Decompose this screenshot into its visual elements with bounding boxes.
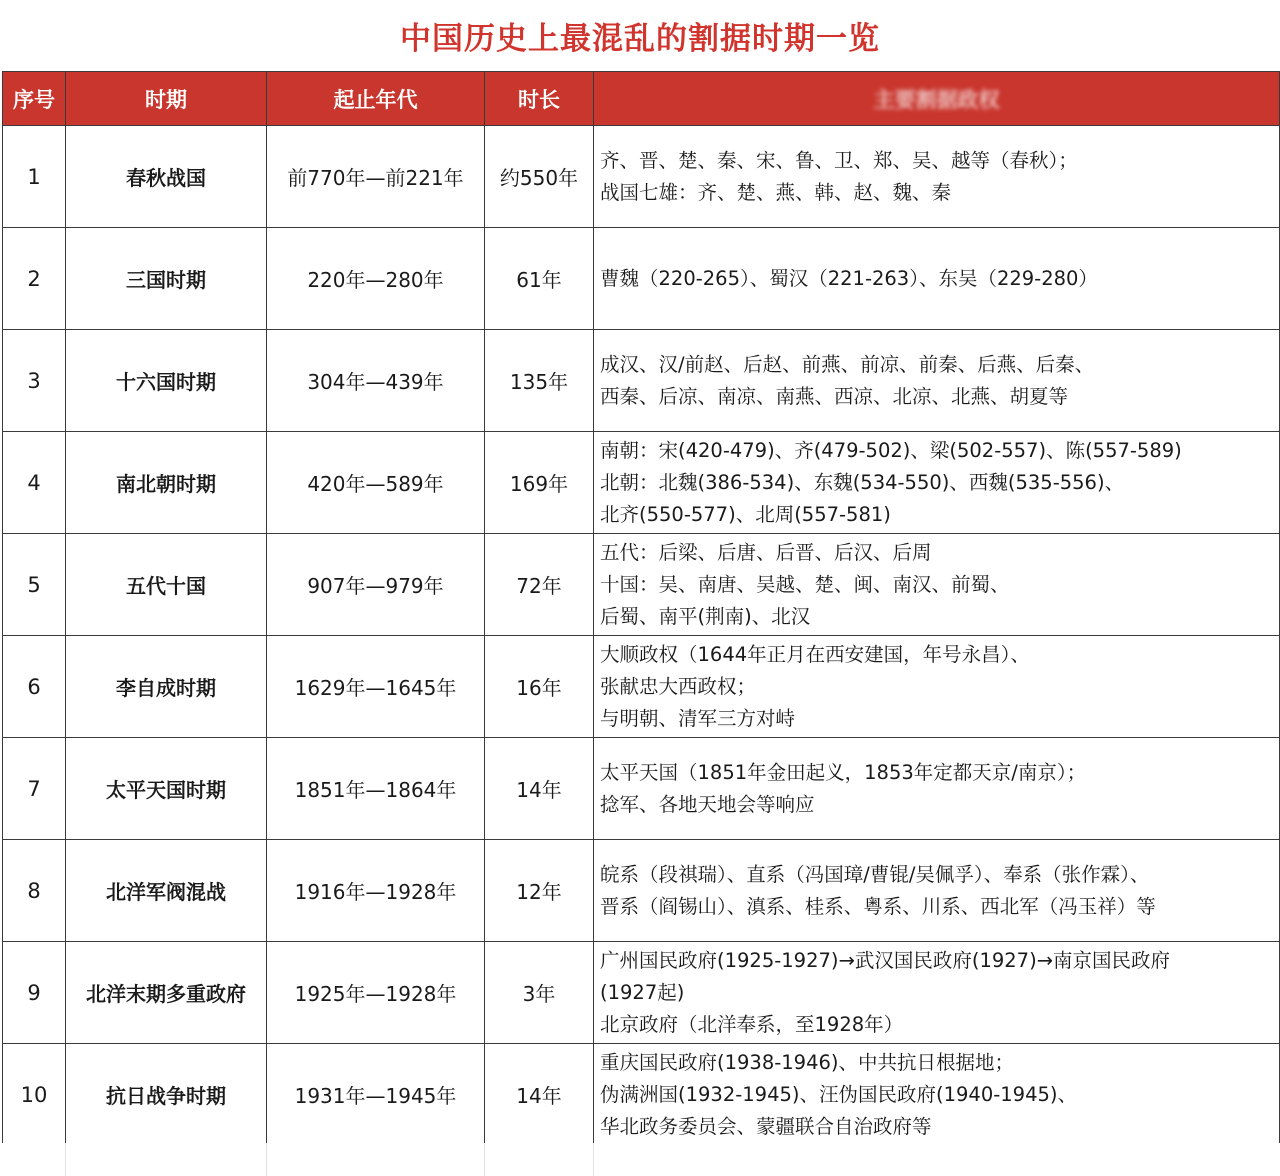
row-period: 五代十国 bbox=[66, 534, 267, 636]
row-years: 907年—979年 bbox=[267, 534, 485, 636]
row-regimes bbox=[594, 126, 1280, 228]
grid-line bbox=[266, 1143, 267, 1176]
row-duration: 72年 bbox=[485, 534, 594, 636]
regime-line: 晋系（阎锡山）、滇系、桂系、粤系、川系、西北军（冯玉祥）等 bbox=[600, 894, 1156, 918]
row-regimes bbox=[594, 432, 1280, 534]
header-regimes-label: 主要割据政权 bbox=[873, 87, 1000, 112]
regime-line: 西秦、后凉、南凉、南燕、西凉、北凉、北燕、胡夏等 bbox=[600, 384, 1069, 408]
grid-line bbox=[484, 1143, 485, 1176]
regime-line: 张献忠大西政权； bbox=[600, 674, 757, 698]
header-period: 时期 bbox=[66, 72, 267, 126]
regime-line: 成汉、汉/前赵、后赵、前燕、前凉、前秦、后燕、后秦、 bbox=[600, 352, 1095, 376]
row-index: 2 bbox=[3, 228, 66, 330]
row-duration: 3年 bbox=[485, 942, 594, 1044]
row-years: 420年—589年 bbox=[267, 432, 485, 534]
table-row bbox=[3, 738, 1280, 840]
row-duration: 约550年 bbox=[485, 126, 594, 228]
row-regimes bbox=[594, 534, 1280, 636]
table-row bbox=[3, 840, 1280, 942]
row-index: 6 bbox=[3, 636, 66, 738]
table-row bbox=[3, 126, 1280, 228]
row-years: 1851年—1864年 bbox=[267, 738, 485, 840]
row-regimes bbox=[594, 636, 1280, 738]
row-index: 3 bbox=[3, 330, 66, 432]
row-years: 1931年—1945年 bbox=[267, 1044, 485, 1146]
table-row bbox=[3, 228, 1280, 330]
regime-line: 重庆国民政府(1938-1946)、中共抗日根据地； bbox=[600, 1050, 1015, 1074]
regime-line: 曹魏（220-265）、蜀汉（221-263）、东吴（229-280） bbox=[600, 266, 1098, 290]
regime-line: 南朝：宋(420-479)、齐(479-502)、梁(502-557)、陈(557-589) bbox=[600, 438, 1182, 462]
row-period: 太平天国时期 bbox=[66, 738, 267, 840]
table-body bbox=[3, 126, 1280, 1146]
row-regimes bbox=[594, 840, 1280, 942]
row-regimes bbox=[594, 942, 1280, 1044]
row-period: 十六国时期 bbox=[66, 330, 267, 432]
row-regimes bbox=[594, 1044, 1280, 1146]
row-index: 8 bbox=[3, 840, 66, 942]
row-index: 1 bbox=[3, 126, 66, 228]
regime-line: 齐、晋、楚、秦、宋、鲁、卫、郑、吴、越等（春秋）； bbox=[600, 148, 1078, 172]
row-regimes bbox=[594, 228, 1280, 330]
row-years: 1925年—1928年 bbox=[267, 942, 485, 1044]
grid-line bbox=[593, 1143, 594, 1176]
regime-line: 后蜀、南平(荆南)、北汉 bbox=[600, 604, 811, 628]
table-row bbox=[3, 534, 1280, 636]
row-regimes bbox=[594, 330, 1280, 432]
row-index: 4 bbox=[3, 432, 66, 534]
regime-line: 与明朝、清军三方对峙 bbox=[600, 706, 796, 730]
regime-line: 北京政府（北洋奉系，至1928年） bbox=[600, 1012, 904, 1036]
row-duration: 14年 bbox=[485, 1044, 594, 1146]
row-index: 9 bbox=[3, 942, 66, 1044]
row-period: 春秋战国 bbox=[66, 126, 267, 228]
header-regimes bbox=[594, 72, 1280, 126]
regime-line: 战国七雄：齐、楚、燕、韩、赵、魏、秦 bbox=[600, 180, 952, 204]
row-index: 7 bbox=[3, 738, 66, 840]
regime-line: 大顺政权（1644年正月在西安建国，年号永昌）、 bbox=[600, 642, 1030, 666]
header-duration: 时长 bbox=[485, 72, 594, 126]
regime-line: 广州国民政府(1925-1927)→武汉国民政府(1927)→南京国民政府 bbox=[600, 948, 1171, 972]
row-index: 5 bbox=[3, 534, 66, 636]
footer-strip bbox=[0, 1143, 1280, 1176]
table-row bbox=[3, 330, 1280, 432]
regime-line: 太平天国（1851年金田起义，1853年定都天京/南京）； bbox=[600, 760, 1087, 784]
row-duration: 16年 bbox=[485, 636, 594, 738]
regime-line: 捻军、各地天地会等响应 bbox=[600, 792, 815, 816]
regime-line: 华北政务委员会、蒙疆联合自治政府等 bbox=[600, 1114, 932, 1138]
row-period: 北洋末期多重政府 bbox=[66, 942, 267, 1044]
row-period: 南北朝时期 bbox=[66, 432, 267, 534]
row-duration: 169年 bbox=[485, 432, 594, 534]
row-years: 220年—280年 bbox=[267, 228, 485, 330]
table-header-row bbox=[3, 72, 1280, 126]
row-years: 304年—439年 bbox=[267, 330, 485, 432]
regime-line: 十国：吴、南唐、吴越、楚、闽、南汉、前蜀、 bbox=[600, 572, 1010, 596]
header-index: 序号 bbox=[3, 72, 66, 126]
row-years: 1916年—1928年 bbox=[267, 840, 485, 942]
page-title: 中国历史上最混乱的割据时期一览 bbox=[400, 20, 880, 57]
row-duration: 12年 bbox=[485, 840, 594, 942]
row-duration: 135年 bbox=[485, 330, 594, 432]
row-period: 抗日战争时期 bbox=[66, 1044, 267, 1146]
regime-line: 北齐(550-577)、北周(557-581) bbox=[600, 502, 891, 526]
row-years: 1629年—1645年 bbox=[267, 636, 485, 738]
regime-line: 皖系（段祺瑞）、直系（冯国璋/曹锟/吴佩孚）、奉系（张作霖）、 bbox=[600, 862, 1150, 886]
regime-line: 北朝：北魏(386-534)、东魏(534-550)、西魏(535-556)、 bbox=[600, 470, 1125, 494]
regime-line: (1927起) bbox=[600, 980, 685, 1004]
row-period: 李自成时期 bbox=[66, 636, 267, 738]
table-row bbox=[3, 1044, 1280, 1146]
table-row bbox=[3, 942, 1280, 1044]
header-years: 起止年代 bbox=[267, 72, 485, 126]
regime-line: 五代：后梁、后唐、后晋、后汉、后周 bbox=[600, 540, 932, 564]
table-row bbox=[3, 636, 1280, 738]
row-duration: 61年 bbox=[485, 228, 594, 330]
row-period: 北洋军阀混战 bbox=[66, 840, 267, 942]
row-duration: 14年 bbox=[485, 738, 594, 840]
periods-table bbox=[2, 71, 1280, 1146]
table-row bbox=[3, 432, 1280, 534]
grid-line bbox=[65, 1143, 66, 1176]
row-years: 前770年—前221年 bbox=[267, 126, 485, 228]
row-period: 三国时期 bbox=[66, 228, 267, 330]
regime-line: 伪满洲国(1932-1945)、汪伪国民政府(1940-1945)、 bbox=[600, 1082, 1078, 1106]
row-index: 10 bbox=[3, 1044, 66, 1146]
row-regimes bbox=[594, 738, 1280, 840]
